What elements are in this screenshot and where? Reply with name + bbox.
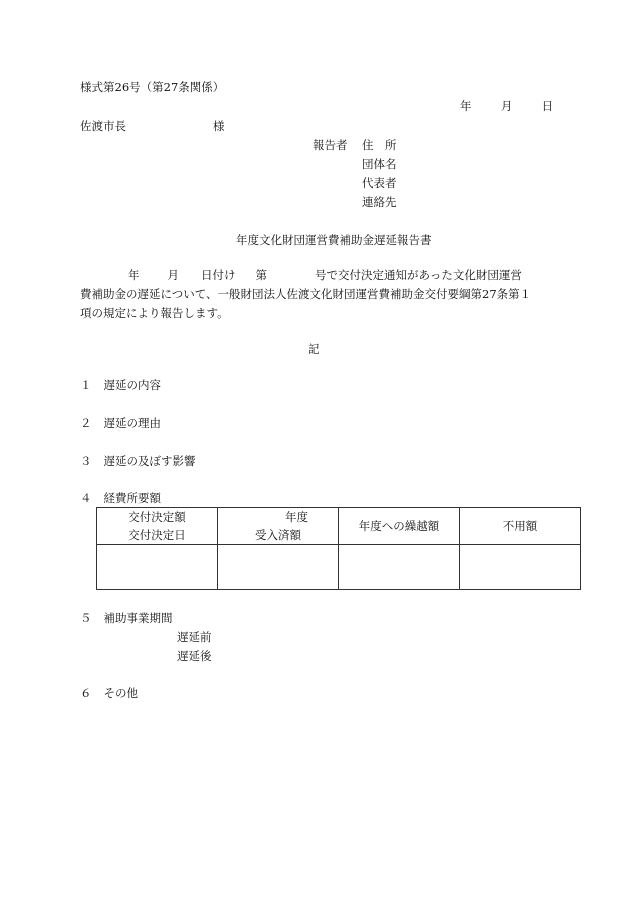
reporter-organization: 団体名 (362, 157, 397, 171)
section-1-label: 遅延の内容 (103, 378, 161, 392)
body-date-suffix: 日付け (201, 268, 236, 282)
cost-table-header-unused: 不用額 (460, 508, 581, 545)
body-line3: 項の規定により報告します。 (80, 306, 229, 320)
date-month: 月 (500, 99, 513, 113)
addressee-honorific: 様 (213, 119, 225, 133)
cost-header-grant-date: 交付決定日 (128, 528, 186, 542)
cost-table-header-carryover: 年度への繰越額 (339, 508, 460, 545)
section-5-number: ５ (80, 611, 92, 625)
section-4-number: ４ (80, 491, 92, 505)
body-rest-line1: 号で交付決定通知があった文化財団運営 (315, 268, 522, 282)
section-5 (80, 611, 173, 625)
section-3-label: 遅延の及ぼす影響 (103, 454, 196, 468)
cost-table-header-grant (97, 508, 218, 545)
addressee-name: 佐渡市長 (80, 119, 126, 133)
date-year: 年 (460, 99, 472, 113)
section-6 (80, 686, 138, 700)
ki-heading: 記 (308, 342, 320, 356)
section-4 (80, 491, 161, 505)
body-year: 年 (128, 268, 140, 282)
reporter-address: 住 所 (362, 138, 397, 152)
period-before: 遅延前 (177, 630, 212, 644)
document-title: 年度文化財団運営費補助金遅延報告書 (236, 233, 432, 247)
section-2-label: 遅延の理由 (103, 416, 161, 430)
section-4-label: 経費所要額 (103, 491, 161, 505)
section-2 (80, 416, 161, 430)
date-day: 日 (541, 99, 554, 113)
section-1-number: １ (80, 378, 92, 392)
cost-header-grant-amount: 交付決定額 (128, 510, 186, 524)
cost-table-header-row (97, 508, 581, 545)
cost-cell-unused (460, 545, 581, 590)
cost-cell-received (218, 545, 339, 590)
reporter-contact: 連絡先 (362, 195, 397, 209)
reporter-representative: 代表者 (362, 176, 397, 190)
body-dai: 第 (255, 268, 267, 282)
cost-table-header-received (218, 508, 339, 545)
cost-table-row (97, 545, 581, 590)
section-1 (80, 378, 161, 392)
section-5-label: 補助事業期間 (103, 611, 173, 625)
cost-cell-grant (97, 545, 218, 590)
body-line1 (128, 268, 522, 282)
body-month: 月 (167, 268, 179, 282)
cost-header-year: 年度 (285, 510, 308, 524)
section-2-number: ２ (80, 416, 92, 430)
section-3 (80, 454, 196, 468)
section-6-label: その他 (103, 686, 138, 700)
cost-header-received-amount: 受入済額 (255, 528, 301, 542)
section-6-number: ６ (80, 686, 92, 700)
date-line (460, 99, 553, 113)
body-line2: 費補助金の遅延について、一般財団法人佐渡文化財団運営費補助金交付要綱第27条第１ (80, 287, 532, 301)
section-3-number: ３ (80, 454, 92, 468)
cost-cell-carryover (339, 545, 460, 590)
period-after: 遅延後 (177, 649, 212, 663)
form-number: 様式第26号（第27条関係） (80, 80, 225, 94)
cost-table (96, 507, 581, 590)
reporter-label: 報告者 (313, 138, 348, 152)
